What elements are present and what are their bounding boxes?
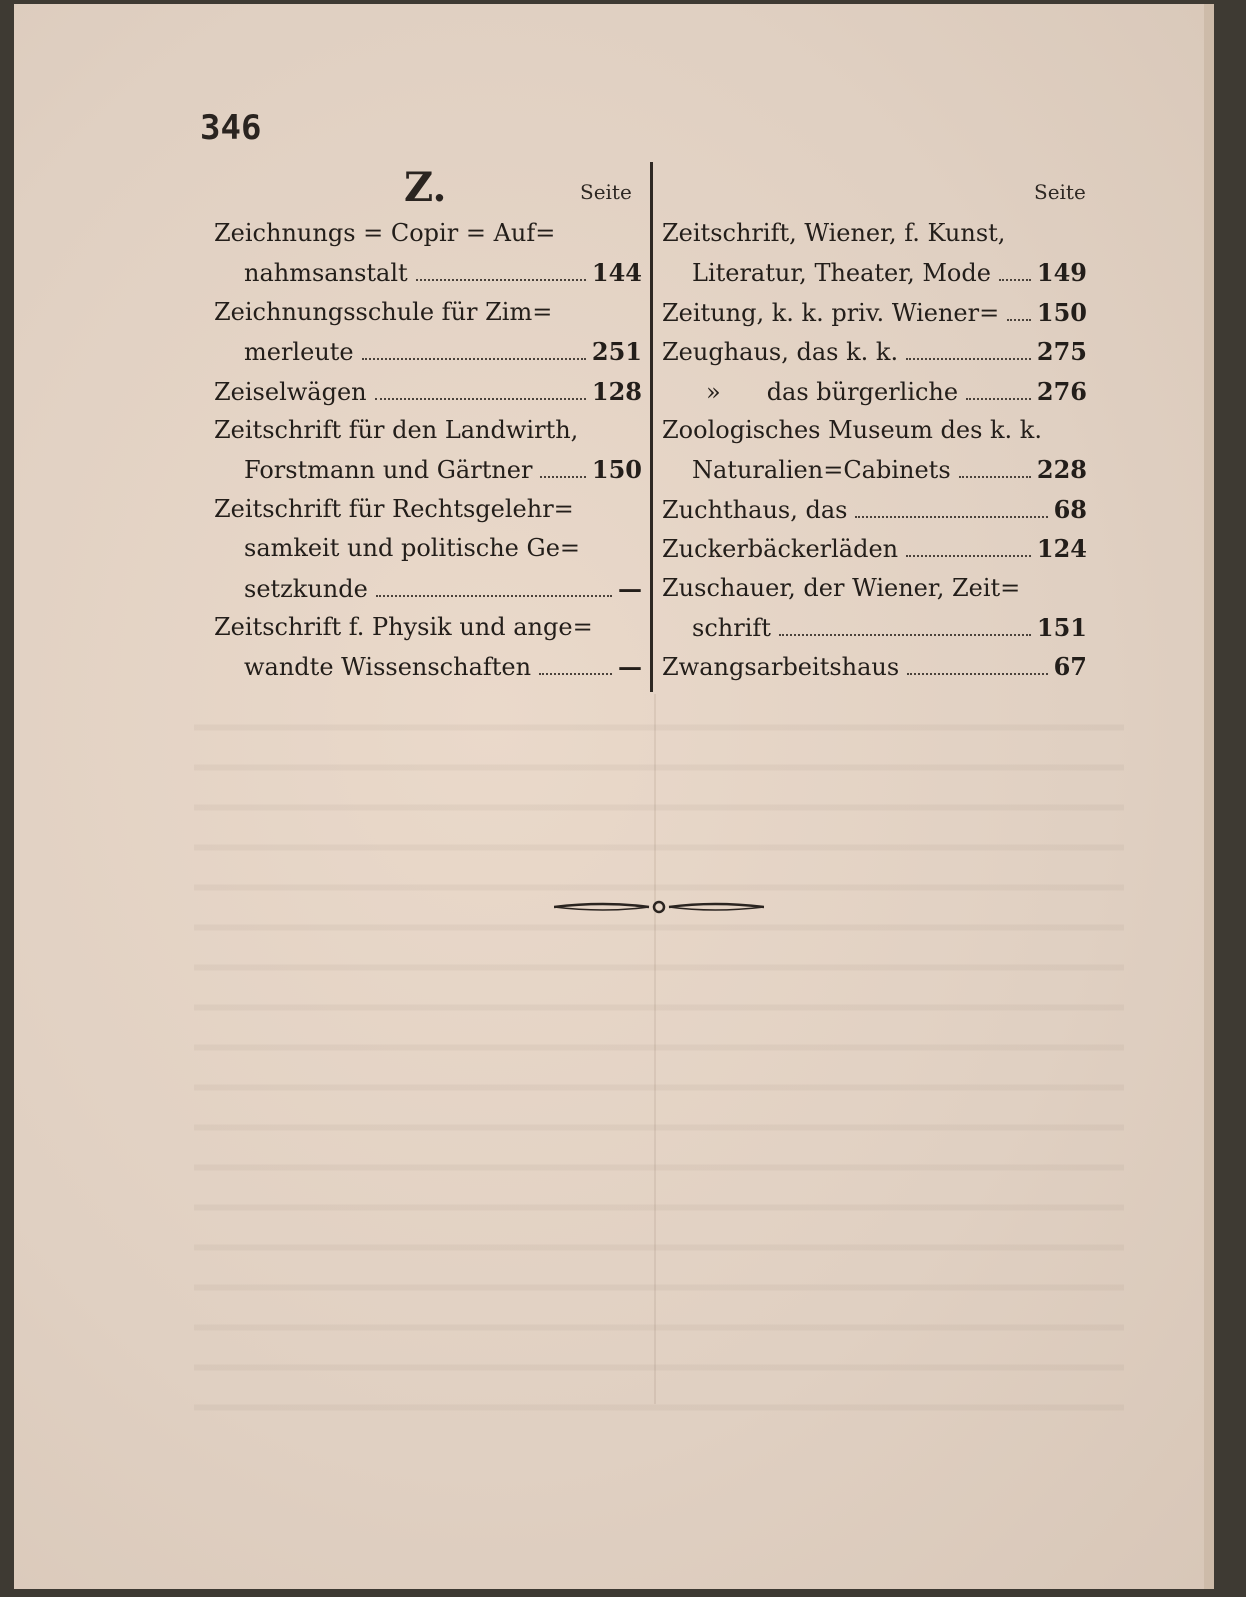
- entry-text: nahmsanstalt: [244, 259, 408, 288]
- index-entry: [662, 293, 1087, 332]
- index-entry: [662, 214, 1087, 253]
- entry-text: setzkunde: [244, 574, 368, 603]
- entry-text: Zeitschrift, Wiener, f. Kunst,: [662, 219, 1006, 247]
- index-entry: [214, 529, 642, 568]
- index-entry: [662, 253, 1087, 292]
- index-entry: [662, 450, 1087, 489]
- index-entry: [662, 372, 1087, 411]
- index-entry: [214, 332, 642, 371]
- entry-page: —: [618, 652, 642, 682]
- leader-dots: [999, 279, 1031, 281]
- ornament-rule: [554, 897, 764, 917]
- index-entry: [214, 569, 642, 608]
- ditto-mark: »: [706, 377, 721, 406]
- index-entry: [214, 293, 642, 332]
- entry-text: Zeichnungs = Copir = Auf=: [214, 219, 556, 247]
- index-column-left: [214, 214, 642, 687]
- index-entry: [662, 490, 1087, 529]
- index-entry: [214, 372, 642, 411]
- leader-dots: [375, 398, 586, 400]
- entry-page: 228: [1036, 455, 1087, 485]
- entry-page: 128: [591, 376, 642, 406]
- leader-dots: [362, 358, 586, 360]
- index-entry: [214, 411, 642, 450]
- index-entry: [662, 647, 1087, 686]
- index-entry: [214, 450, 642, 489]
- leader-dots: [855, 516, 1047, 518]
- index-entry: [214, 608, 642, 647]
- entry-text: Zwangsarbeitshaus: [662, 653, 900, 682]
- index-entry: [214, 490, 642, 529]
- leader-dots: [416, 279, 586, 281]
- entry-page: 67: [1053, 652, 1087, 682]
- column-divider: [650, 162, 653, 692]
- entry-text: samkeit und politische Ge=: [244, 534, 580, 563]
- entry-text: Zeiselwägen: [214, 377, 367, 406]
- entry-text: Zoologisches Museum des k. k.: [662, 415, 1042, 444]
- entry-text: Forstmann und Gärtner: [244, 456, 533, 485]
- index-entry: [214, 214, 642, 253]
- entry-page: —: [618, 573, 642, 603]
- index-entry: [662, 332, 1087, 371]
- entry-text: Literatur, Theater, Mode: [692, 259, 991, 288]
- leader-dots: [906, 555, 1031, 557]
- entry-page: 149: [1036, 258, 1087, 288]
- entry-page: 150: [1036, 297, 1087, 327]
- index-entry: [214, 647, 642, 686]
- entry-text: Zuschauer, der Wiener, Zeit=: [662, 573, 1021, 602]
- entry-page: 276: [1036, 376, 1087, 406]
- index-entry: [214, 253, 642, 292]
- entry-text: Zeitung, k. k. priv. Wiener=: [662, 298, 1000, 327]
- entry-page: 151: [1036, 612, 1087, 642]
- index-entry: [662, 529, 1087, 568]
- seite-header-left: Seite: [580, 180, 632, 204]
- entry-text: wandte Wissenschaften: [244, 653, 532, 682]
- entry-text: Zuchthaus, das: [662, 495, 848, 524]
- leader-dots: [906, 358, 1031, 360]
- leader-dots: [779, 634, 1031, 636]
- entry-page: 68: [1053, 494, 1087, 524]
- leader-dots: [1007, 319, 1031, 321]
- index-entry: [662, 608, 1087, 647]
- entry-text: Zeitschrift f. Physik und ange=: [214, 612, 593, 641]
- section-letter: Z.: [404, 164, 447, 211]
- leader-dots: [540, 476, 585, 478]
- entry-text: Zeitschrift für den Landwirth,: [214, 415, 579, 444]
- leader-dots: [376, 595, 612, 597]
- entry-page: 275: [1036, 337, 1087, 367]
- entry-text: Zeichnungsschule für Zim=: [214, 297, 553, 326]
- page-number: 346: [200, 108, 262, 148]
- bleed-through-rule: [654, 694, 656, 1404]
- bleed-through-text: [194, 694, 1124, 1414]
- entry-text: merleute: [244, 338, 354, 367]
- leader-dots: [959, 476, 1031, 478]
- leader-dots: [539, 673, 612, 675]
- entry-page: 251: [591, 337, 642, 367]
- entry-text: Zuckerbäckerläden: [662, 535, 899, 564]
- book-page: [14, 4, 1214, 1589]
- seite-header-right: Seite: [1034, 180, 1086, 204]
- index-column-right: [662, 214, 1087, 687]
- entry-text: Zeitschrift für Rechtsgelehr=: [214, 494, 574, 523]
- leader-dots: [907, 673, 1047, 675]
- index-entry: [662, 411, 1087, 450]
- entry-text: schrift: [692, 613, 771, 642]
- entry-text: Naturalien=Cabinets: [692, 456, 951, 485]
- entry-page: 124: [1036, 534, 1087, 564]
- entry-text: Zeughaus, das k. k.: [662, 338, 899, 367]
- index-entry: [662, 569, 1087, 608]
- entry-text: das bürgerliche: [766, 377, 959, 406]
- leader-dots: [966, 398, 1031, 400]
- entry-page: 144: [591, 258, 642, 288]
- entry-page: 150: [591, 455, 642, 485]
